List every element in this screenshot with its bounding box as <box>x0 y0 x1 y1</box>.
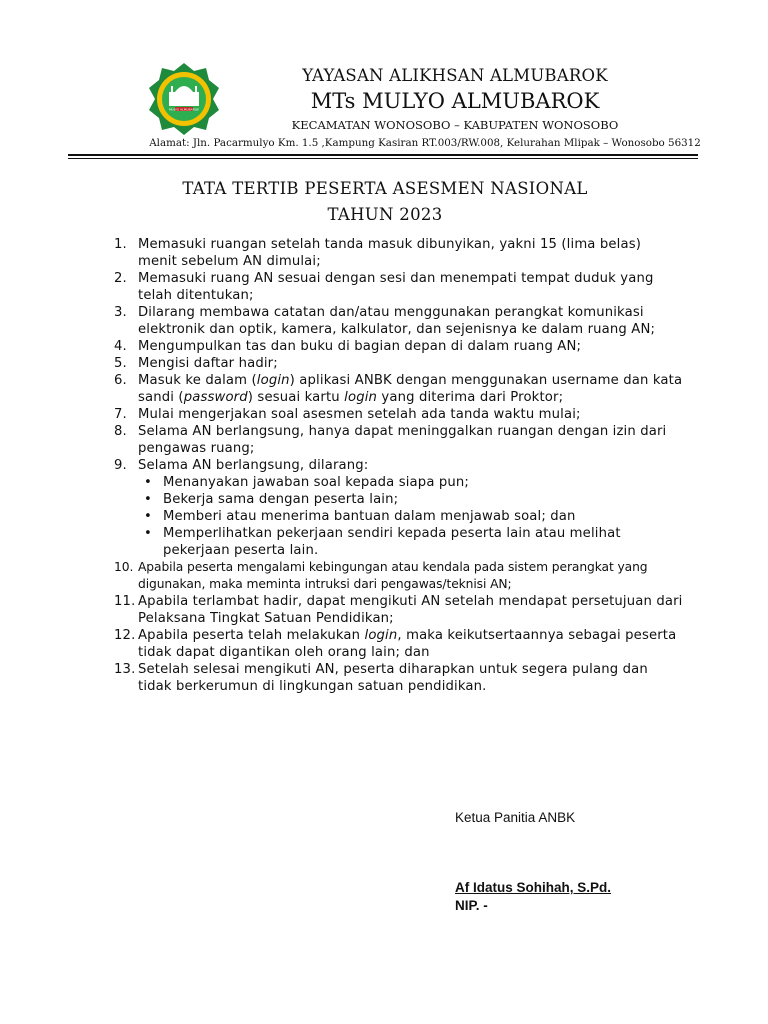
signature-name: Af Idatus Sohihah, S.Pd. <box>455 880 612 895</box>
rule-item: 2. Memasuki ruang AN sesuai dengan sesi dan menempati tempat duduk yang telah ditentukan; <box>114 271 654 303</box>
letterhead-divider-thin <box>68 158 698 159</box>
rule-item: 3. Dilarang membawa catatan dan/atau menggunakan perangkat komunikasi elektronik dan optik, kamera, kalkulator, dan sejenisnya ke dalam ruang AN; <box>114 305 656 337</box>
rules-list <box>114 236 684 695</box>
svg-text:MULYO ALMUBAROK: MULYO ALMUBAROK <box>168 107 200 112</box>
rule-item: 13. Setelah selesai mengikuti AN, peserta diharapkan untuk segera pulang dan tidak berkerumun di lingkungan satuan pendidikan. <box>114 662 648 694</box>
letterhead-divider <box>68 154 698 156</box>
rule-item: 6. Masuk ke dalam (login) aplikasi ANBK dengan menggunakan username dan kata sandi (password) sesuai kartu login yang diterima dari Proktor; <box>114 373 683 405</box>
title-line-1: TATA TERTIB PESERTA ASESMEN NASIONAL <box>182 179 588 198</box>
rule-item: 5. Mengisi daftar hadir; <box>114 356 278 371</box>
list-item: • Memperlihatkan pekerjaan sendiri kepada peserta lain atau melihat pekerjaan peserta lain. <box>144 526 621 558</box>
school-name: MTs MULYO ALMUBAROK <box>310 89 600 113</box>
list-item: • Menanyakan jawaban soal kepada siapa pun; <box>144 475 470 490</box>
rule-item: 12. Apabila peserta telah melakukan login, maka keikutsertaannya sebagai peserta tidak dapat digantikan oleh orang lain; dan <box>114 628 677 660</box>
district-line: KECAMATAN WONOSOBO – KABUPATEN WONOSOBO <box>291 118 619 132</box>
rule-item: 9. Selama AN berlangsung, dilarang: • Menanyakan jawaban soal kepada siapa pun; • Bekerja sama dengan peserta lain; • Memberi atau menerima bantuan dalam menjawab soal; dan • Memperlihatkan pekerjaan sendiri kepada peserta lain atau melihat pekerjaan peserta lain. <box>114 457 684 559</box>
signature-role: Ketua Panitia ANBK <box>455 810 576 825</box>
rule-item: 8. Selama AN berlangsung, hanya dapat meninggalkan ruangan dengan izin dari pengawas ruang; <box>114 424 667 456</box>
prohibited-list <box>138 474 684 559</box>
signature-nip: NIP. - <box>455 898 488 913</box>
list-item: • Bekerja sama dengan peserta lain; <box>144 492 399 507</box>
rule-item: 10. Apabila peserta mengalami kebingungan atau kendala pada sistem perangkat yang digunakan, maka meminta intruksi dari pengawas/teknisi AN; <box>114 560 648 591</box>
title-line-2: TAHUN 2023 <box>327 205 443 224</box>
address-line: Alamat: Jln. Pacarmulyo Km. 1.5 ,Kampung Kasiran RT.003/RW.008, Kelurahan Mlipak – Wonosobo 56312 <box>149 137 701 149</box>
foundation-name: YAYASAN ALIKHSAN ALMUBAROK <box>302 66 608 85</box>
rule-item: 11. Apabila terlambat hadir, dapat mengikuti AN setelah mendapat persetujuan dari Pelaksana Tingkat Satuan Pendidikan; <box>114 594 683 626</box>
document-title <box>90 176 680 228</box>
list-item: • Memberi atau menerima bantuan dalam menjawab soal; dan <box>144 509 576 524</box>
rule-item: 1. Memasuki ruangan setelah tanda masuk dibunyikan, yakni 15 (lima belas) menit sebelum AN dimulai; <box>114 237 642 269</box>
letterhead <box>110 64 710 151</box>
rule-item: 7. Mulai mengerjakan soal asesmen setelah ada tanda waktu mulai; <box>114 407 581 422</box>
rule-item: 4. Mengumpulkan tas dan buku di bagian depan di dalam ruang AN; <box>114 339 582 354</box>
